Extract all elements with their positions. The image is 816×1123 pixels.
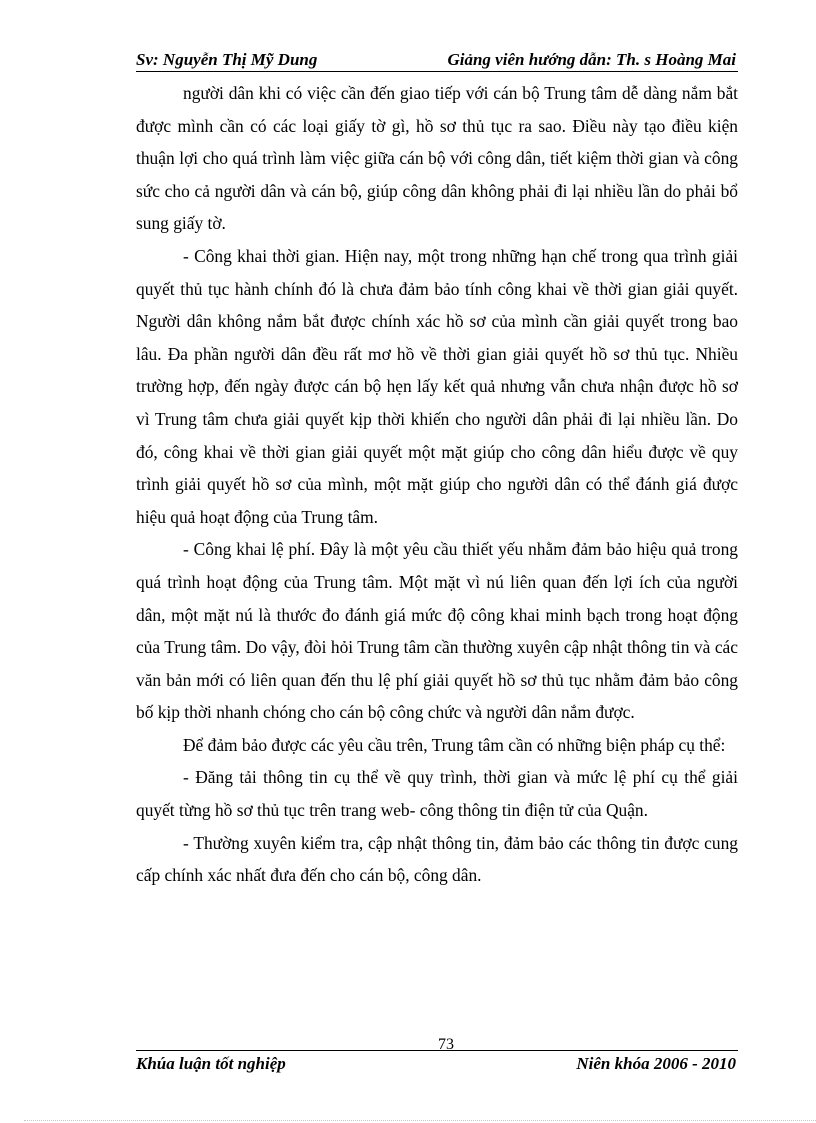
header-student-name: Sv: Nguyễn Thị Mỹ Dung: [136, 50, 318, 69]
paragraph-fee-disclosure: - Công khai lệ phí. Đây là một yêu cầu thiết yếu nhằm đảm bảo hiệu quả trong quá trình hoạt động của Trung tâm. Một mặt vì nú liên quan đến lợi ích của người dân, một mặt nú là thước đo đánh giá mức độ công khai minh bạch trong hoạt động của Trung tâm. Do vậy, đòi hỏi Trung tâm cần thường xuyên cập nhật thông tin và các văn bản mới có liên quan đến thu lệ phí giải quyết hồ sơ thủ tục nhằm đảm bảo công bố kịp thời nhanh chóng cho cán bộ công chức và người dân nắm được.: [136, 539, 738, 723]
footer-rule: [136, 1050, 738, 1051]
page-header: [136, 50, 736, 72]
body-text: [136, 77, 738, 892]
paragraph-time-disclosure: - Công khai thời gian. Hiện nay, một trong những hạn chế trong qua trình giải quyết thủ tục hành chính đó là chưa đảm bảo tính công khai về thời gian giải quyết. Người dân không nắm bắt được chính xác hồ sơ của mình cần giải quyết trong bao lâu. Đa phần người dân đều rất mơ hồ về thời gian giải quyết hồ sơ thủ tục. Nhiều trường hợp, đến ngày được cán bộ hẹn lấy kết quả nhưng vẫn chưa nhận được hồ sơ vì Trung tâm chưa giải quyết kịp thời khiến cho người dân phải đi lại nhiều lần. Do đó, công khai về thời gian giải quyết một mặt giúp cho công dân hiểu được về quy trình giải quyết hồ sơ của mình, một mặt giúp cho người dân có thể đánh giá được hiệu quả hoạt động của Trung tâm.: [136, 245, 738, 527]
paragraph-measure-1: - Đăng tải thông tin cụ thể về quy trình, thời gian và mức lệ phí cụ thể giải quyết từng hồ sơ thủ tục trên trang web- công thông tin điện tử của Quận.: [136, 767, 738, 821]
page-number: 73: [438, 1036, 454, 1053]
page-footer: [136, 1054, 736, 1076]
header-rule: [136, 71, 738, 72]
paragraph-intro: người dân khi có việc cần đến giao tiếp với cán bộ Trung tâm dễ dàng nắm bắt được mình cần có các loại giấy tờ gì, hồ sơ thủ tục ra sao. Điều này tạo điều kiện thuận lợi cho quá trình làm việc giữa cán bộ với công dân, tiết kiệm thời gian và công sức cho cả người dân và cán bộ, giúp công dân không phải đi lại nhiều lần do phải bổ sung giấy tờ.: [136, 83, 738, 234]
footer-academic-years: Niên khóa 2006 - 2010: [576, 1054, 736, 1073]
paragraph-measure-2: - Thường xuyên kiểm tra, cập nhật thông tin, đảm bảo các thông tin được cung cấp chính xác nhất đưa đến cho cán bộ, công dân.: [136, 832, 738, 886]
header-advisor-name: Giảng viên hướng dẫn: Th. s Hoàng Mai: [447, 50, 736, 69]
page-bottom-border: [24, 1120, 816, 1121]
paragraph-measures-intro: Để đảm bảo được các yêu cầu trên, Trung tâm cần có những biện pháp cụ thể:: [183, 734, 726, 755]
footer-thesis-label: Khúa luận tốt nghiệp: [136, 1054, 286, 1073]
